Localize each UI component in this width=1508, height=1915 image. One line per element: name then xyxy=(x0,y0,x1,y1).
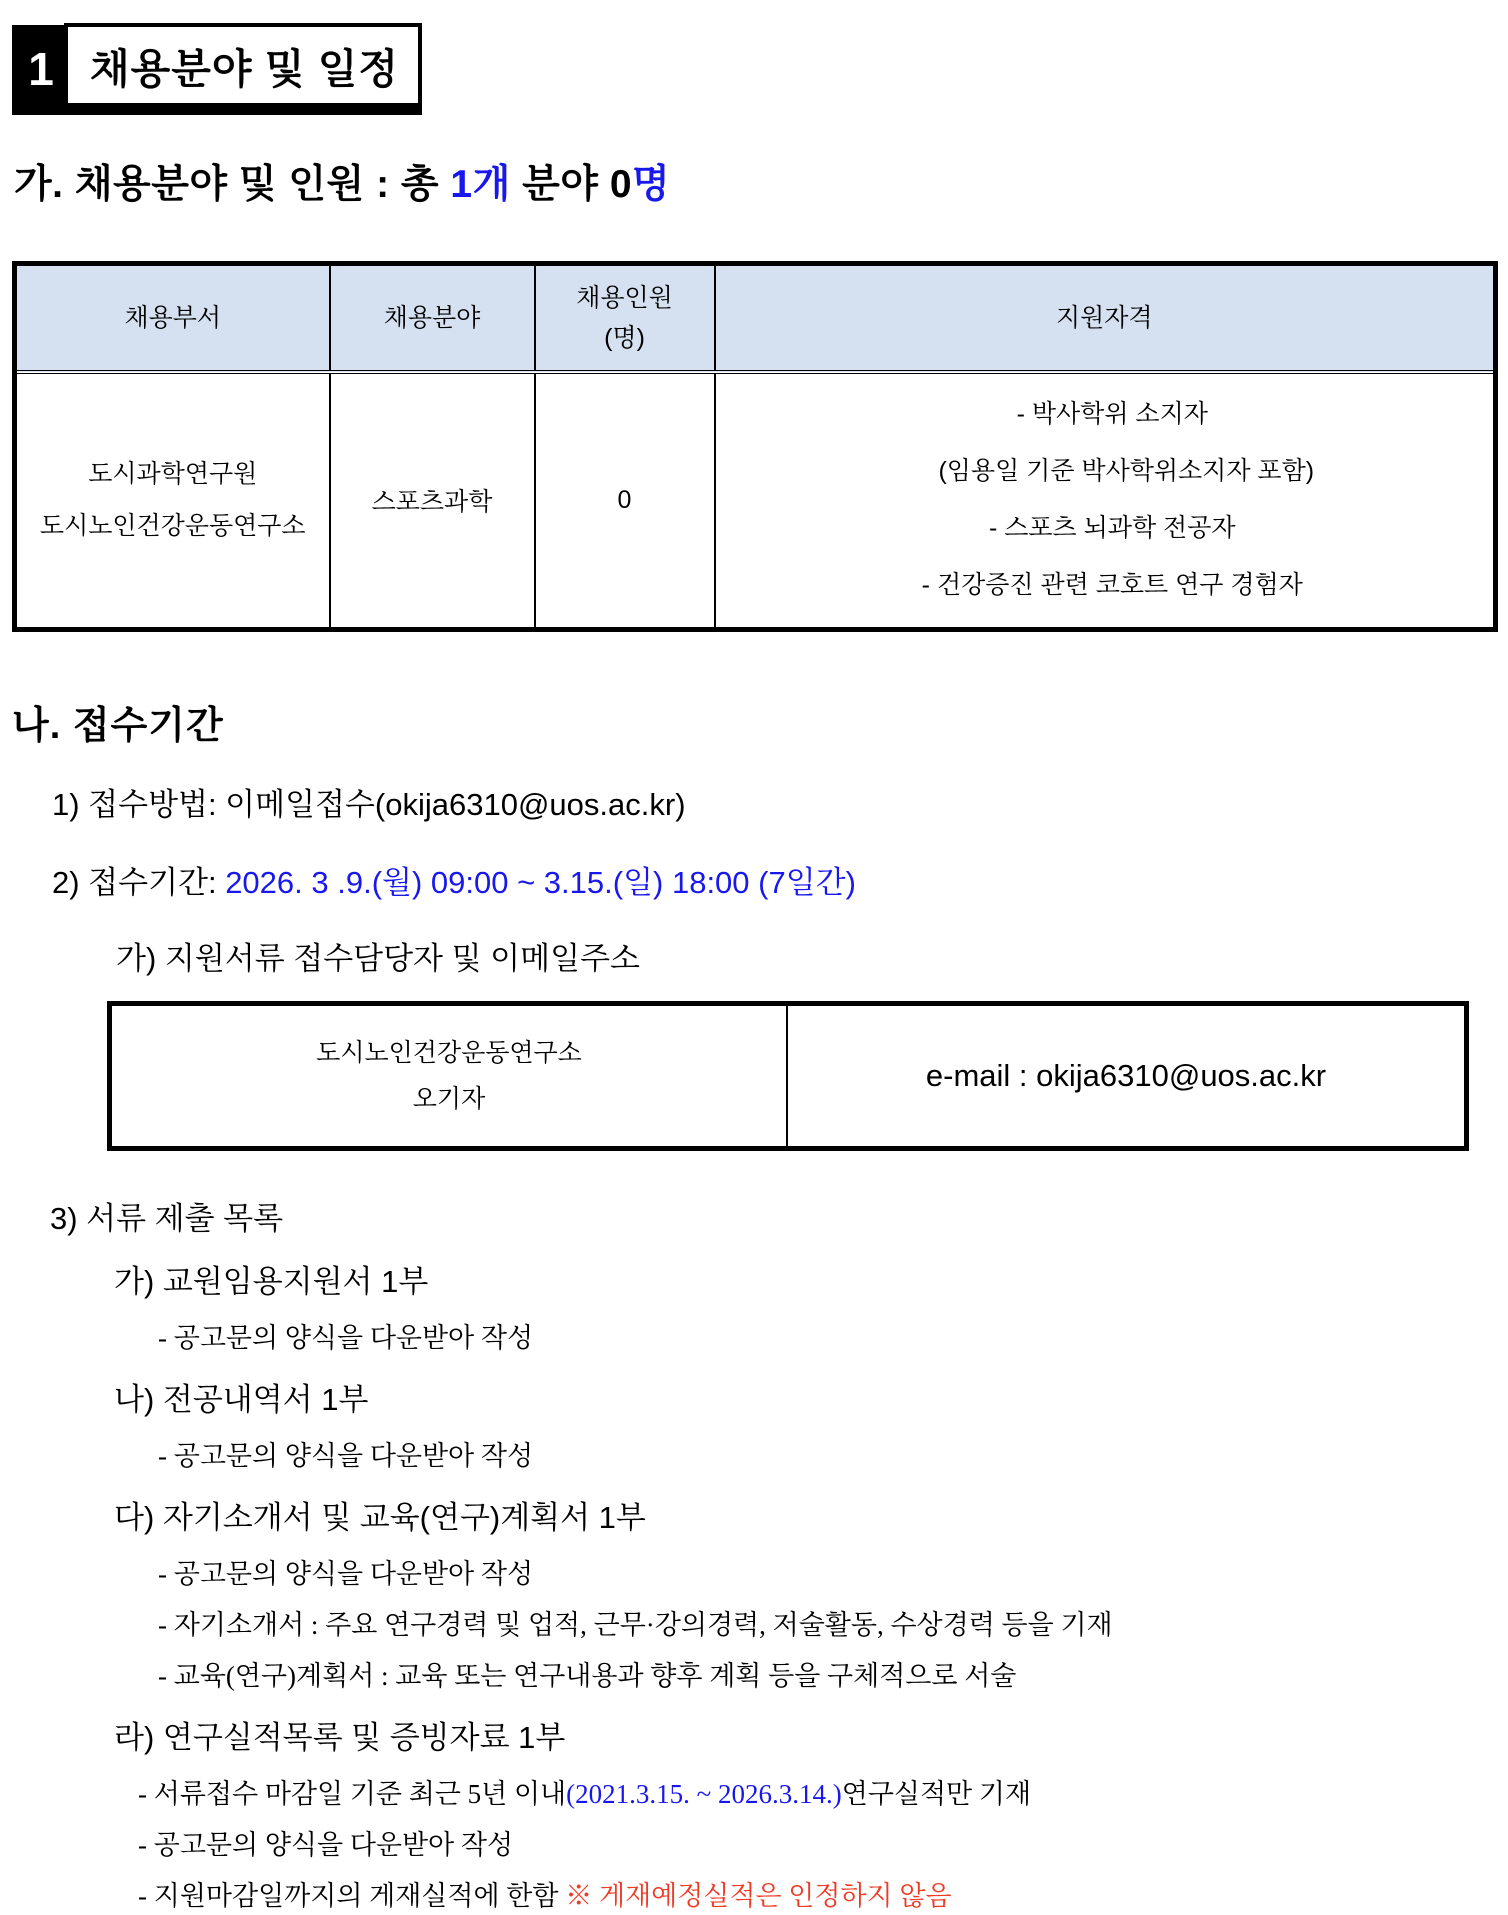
heading-recruit-field-count xyxy=(14,153,1498,209)
heading-field-count: 1개 xyxy=(450,163,511,206)
heading-middle: 분야 xyxy=(510,163,610,206)
contact-email-cell xyxy=(788,1006,1464,1146)
heading-prefix: 가. 채용분야 및 인원 : 총 xyxy=(14,163,451,206)
doc-sub-line-period xyxy=(138,1775,1498,1813)
cell-count: 0 xyxy=(535,372,715,630)
item-document-list-heading: 3) 서류 제출 목록 xyxy=(50,1201,284,1236)
doc-sub-line: - 공고문의 양식을 다운받아 작성 xyxy=(158,1559,534,1589)
heading-zero: 0 xyxy=(609,163,633,206)
doc-item-da: 다) 자기소개서 및 교육(연구)계획서 1부 xyxy=(114,1500,646,1535)
ra-sub1-prefix: - 서류접수 마감일 기준 최근 5년 이내 xyxy=(138,1779,567,1809)
doc-item-ga: 가) 교원임용지원서 1부 xyxy=(114,1264,429,1299)
doc-item-na: 나) 전공내역서 1부 xyxy=(114,1382,369,1417)
col-header-qualification: 지원자격 xyxy=(715,264,1496,372)
col-header-count-line1: 채용인원 xyxy=(576,283,673,312)
ra-sub1-date-range: (2021.3.15. ~ 2026.3.14.) xyxy=(566,1779,842,1809)
doc-sub-line-warning xyxy=(138,1877,1498,1915)
recruit-table-header xyxy=(15,264,1496,372)
qual-line: (임용일 기준 박사학위소지자 포함) xyxy=(938,457,1315,486)
cell-field: 스포츠과학 xyxy=(330,372,535,630)
heading-unit: 명 xyxy=(632,163,671,206)
apply-period-dates: 2026. 3 .9.(월) 09:00 ~ 3.15.(일) 18:00 (7일간) xyxy=(225,865,856,900)
doc-sub-line: - 공고문의 양식을 다운받아 작성 xyxy=(138,1830,514,1860)
contact-box xyxy=(107,1001,1469,1151)
item-contact-subheading: 가) 지원서류 접수담당자 및 이메일주소 xyxy=(116,941,640,976)
dept-line1: 도시과학연구원 xyxy=(88,460,258,489)
cell-dept xyxy=(15,372,330,630)
item-apply-period xyxy=(52,863,1498,903)
doc-sub-line: - 교육(연구)계획서 : 교육 또는 연구내용과 향후 계획 등을 구체적으로 서술 xyxy=(158,1661,1017,1691)
col-header-field: 채용분야 xyxy=(330,264,535,372)
apply-period-label: 2) 접수기간: xyxy=(52,865,226,900)
section-1-header xyxy=(12,23,1498,115)
contact-person: 오기자 xyxy=(412,1085,486,1113)
col-header-dept: 채용부서 xyxy=(15,264,330,372)
table-header-row xyxy=(15,264,1496,372)
doc-sub-line: - 공고문의 양식을 다운받아 작성 xyxy=(158,1441,534,1471)
contact-org: 도시노인건강운동연구소 xyxy=(316,1039,582,1067)
doc-sub-line: - 자기소개서 : 주요 연구경력 및 업적, 근무·강의경력, 저술활동, 수상경력 등을 기재 xyxy=(158,1610,1113,1640)
col-header-count-line2: (명) xyxy=(604,323,645,352)
section-header-underline xyxy=(12,105,422,115)
dept-line2: 도시노인건강운동연구소 xyxy=(39,512,306,541)
col-header-count xyxy=(535,264,715,372)
qual-line: - 건강증진 관련 코호트 연구 경험자 xyxy=(921,571,1303,600)
section-number-badge: 1 xyxy=(12,25,70,113)
heading-application-period: 나. 접수기간 xyxy=(12,705,224,747)
section-title: 채용분야 및 일정 xyxy=(90,45,400,92)
ra-sub3-prefix: - 지원마감일까지의 게재실적에 한함 xyxy=(138,1881,566,1911)
doc-item-ra: 라) 연구실적목록 및 증빙자료 1부 xyxy=(114,1720,566,1755)
qual-line: - 스포츠 뇌과학 전공자 xyxy=(988,514,1236,543)
qual-line: - 박사학위 소지자 xyxy=(1016,400,1208,429)
ra-sub3-warning: ※ 게재예정실적은 인정하지 않음 xyxy=(565,1881,952,1911)
section-title-box xyxy=(64,23,422,107)
item-apply-method: 1) 접수방법: 이메일접수(okija6310@uos.ac.kr) xyxy=(52,787,686,822)
contact-org-cell xyxy=(112,1006,788,1146)
contact-email: e-mail : okija6310@uos.ac.kr xyxy=(925,1058,1327,1093)
recruit-table xyxy=(12,261,1498,632)
table-row xyxy=(15,372,1496,630)
ra-sub1-suffix: 연구실적만 기재 xyxy=(841,1779,1032,1809)
doc-sub-line: - 공고문의 양식을 다운받아 작성 xyxy=(158,1323,534,1353)
cell-qualification xyxy=(715,372,1496,630)
